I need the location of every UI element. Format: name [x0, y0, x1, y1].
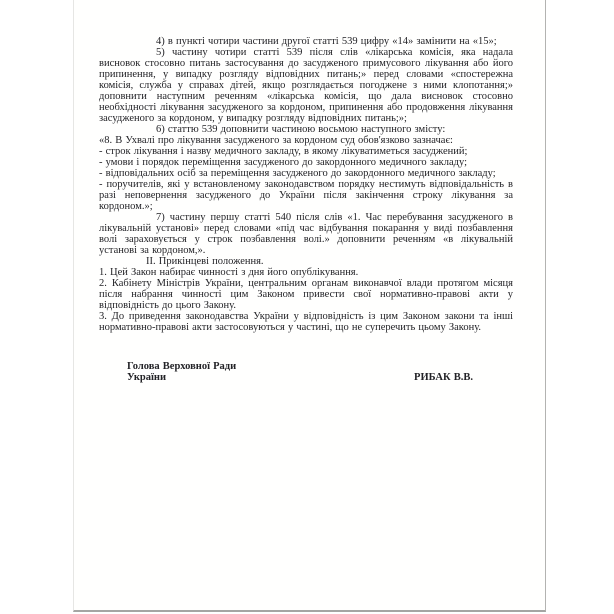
paragraph-amendment-6-bullet-3: - відповідальних осіб за переміщення засудженого до закордонного медичного закладу; [99, 168, 496, 179]
paragraph-amendment-5: 5) частину чотири статті 539 після слів «лікарська комісія, яка надала висновок стосовно питань застосування до засудженого примусового лікування або його припинення, у випадку розгляду відповідних питань;» перед словами «спостережна комісія, служба у справах дітей, якщо розглядається погоджене з ними клопотання;» доповнити наступним реченням «лікарська комісія, що дала висновок стосовно необхідності лікування засудженого за кордоном, припинення або продовження лікування засудженого за кордоном, у випадку розгляду відповідних питань;»; [99, 47, 513, 124]
paragraph-final-3: 3. До приведення законодавства України у відповідність із цим Законом закони та інші нормативно-правові акти застосовуються у частині, що не суперечить цьому Закону. [99, 311, 513, 333]
paragraph-final-1: 1. Цей Закон набирає чинності з дня його опублікування. [99, 267, 359, 278]
signature-name: РИБАК В.В. [414, 372, 473, 383]
paragraph-amendment-6-quote: «8. В Ухвалі про лікування засудженого за кордоном суд обов'язково зазначає: [99, 135, 453, 146]
paragraph-amendment-6-bullet-2: - умови і порядок переміщення засудженого до закордонного медичного закладу; [99, 157, 467, 168]
paragraph-amendment-4: 4) в пункті чотири частини другої статті 539 цифру «14» замінити на «15»; [156, 36, 497, 47]
paragraph-amendment-7: 7) частину першу статті 540 після слів «1. Час перебування засудженого в лікувальній установі» перед словами «під час відбування покарання у виді позбавлення волі зараховується у строк позбавлення волі.» доповнити реченням «в лікувальній установі за кордоном,». [99, 212, 513, 256]
document-page [73, 0, 546, 612]
signature-block [99, 361, 513, 383]
signature-title-line-2: України [127, 372, 167, 383]
paragraph-final-2: 2. Кабінету Міністрів України, центральним органам виконавчої влади протягом місяця після набрання чинності цим Законом привести свої нормативно-правові акти у відповідність до цього Закону. [99, 278, 513, 311]
paragraph-amendment-6-bullet-1: - строк лікування і назву медичного закладу, в якому лікуватиметься засуджений; [99, 146, 468, 157]
document-body [99, 36, 513, 383]
signature-title-line-1: Голова Верховної Ради [127, 361, 237, 372]
section-2-title: ІІ. Прикінцеві положення. [146, 256, 264, 267]
paragraph-amendment-6-intro: 6) статтю 539 доповнити частиною восьмою наступного змісту: [156, 124, 446, 135]
paragraph-amendment-6-bullet-4: - поручителів, які у встановленому законодавством порядку нестимуть відповідальність в разі неповернення засудженого до України після закінчення строку лікування за кордоном.»; [99, 179, 513, 212]
signature-title [127, 361, 236, 383]
